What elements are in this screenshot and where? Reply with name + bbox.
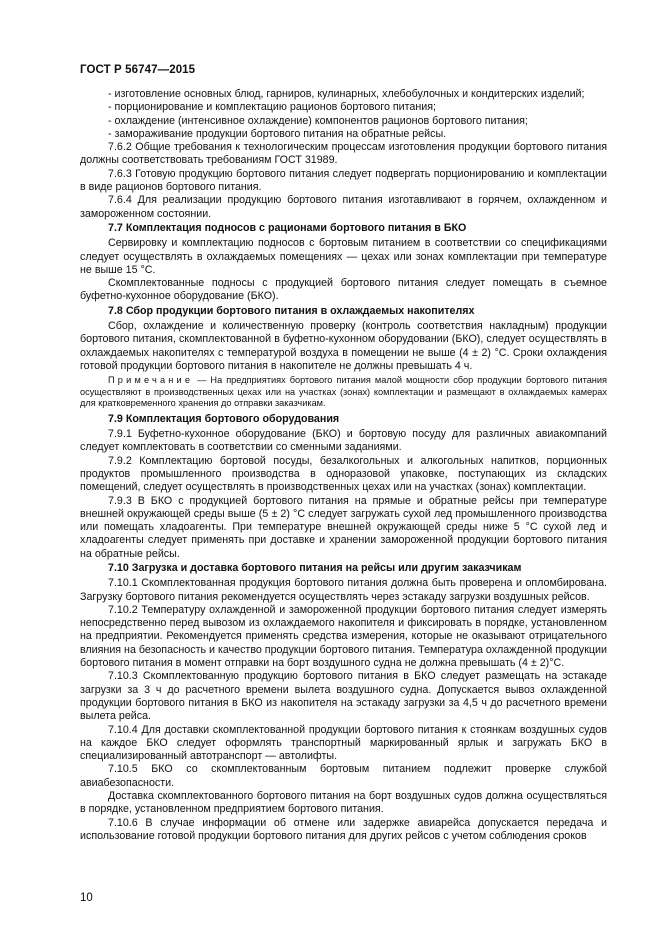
paragraph-7-7-a: Сервировку и комплектацию подносов с бортовым питанием в соответствии со спецификациями следует осуществлять в охлаждаемых помещениях — цехах или зонах комплектации при температуре не выше 15 °С. <box>80 237 607 276</box>
list-item: - порционирование и комплектацию рационов бортового питания; <box>108 101 436 114</box>
section-heading-7-9: 7.9 Комплектация бортового оборудования <box>108 412 340 425</box>
list-item: - охлаждение (интенсивное охлаждение) компонентов рационов бортового питания; <box>108 114 528 127</box>
standard-header: ГОСТ Р 56747—2015 <box>80 64 196 76</box>
paragraph-7-10-5: 7.10.5 БКО со скомплектованным бортовым питанием подлежит проверке службой авиабезопасности. <box>80 763 607 789</box>
paragraph-7-6-3: 7.6.3 Готовую продукцию бортового питания следует подвергать порционированию и комплектации в виде рационов бортового питания. <box>80 167 607 194</box>
page-number: 10 <box>80 892 93 904</box>
paragraph-7-9-3: 7.9.3 В БКО с продукцией бортового питания на прямые и обратные рейсы при температуре внешней окружающей среды выше (5 ± 2) °С следует загружать сухой лед промышленного производства или помещать хладоагенты. При температуре внешней окружающей среды ниже 5 °С сухой лед и хладоагенты следует применять при доставке и хранении замороженной продукции бортового питания на обратные рейсы. <box>80 494 607 560</box>
paragraph-7-10-3: 7.10.3 Скомплектованную продукцию бортового питания в БКО следует размещать на эстакаде загрузки за 3 ч до расчетного времени вылета воздушного судна. Допускается вывоз охлажденной продукции бортового питания в БКО из накопителя на эстакаду загрузки за 4,5 ч до расчетного времени вылета рейса. <box>80 670 607 723</box>
paragraph-7-6-4: 7.6.4 Для реализации продукцию бортового питания изготавливают в горячем, охлажденном и замороженном состоянии. <box>80 194 607 220</box>
section-heading-7-8: 7.8 Сбор продукции бортового питания в охлаждаемых накопителях <box>108 304 475 317</box>
note-text: — На предприятиях бортового питания малой мощности сбор продукции бортового питания осуществляют в производственных цехах или на участках (зонах) комплектации и размещают в охлаждаемых камерах для кратковременного хранения до отправки заказчикам. <box>80 375 607 409</box>
paragraph-7-8: Сбор, охлаждение и количественную проверку (контроль соответствия накладным) продукции бортового питания, скомплектованной в буфетно-кухонном оборудовании (БКО), следует осуществлять в охлаждаемых накопителях с температурой воздуха в помещении не выше (4 ± 2) °С. Сроки охлаждения готовой продукции бортового питания в накопителе не должны превышать 4 ч. <box>80 320 607 372</box>
paragraph-7-7-b: Скомплектованные подносы с продукцией бортового питания следует помещать в съемное буфетно-кухонное оборудование (БКО). <box>80 277 607 303</box>
paragraph-7-10-1: 7.10.1 Скомплектованная продукция бортового питания должна быть проверена и опломбирована. Загрузку бортового питания рекомендуется осуществлять через эстакаду загрузки воздушных рейсов. <box>80 577 607 603</box>
paragraph-7-10-4: 7.10.4 Для доставки скомплектованной продукции бортового питания к стоянкам воздушных судов на каждое БКО следует оформлять транспортный маркированный ярлык и загружать БКО в специализированный автотранспорт — автолифты. <box>80 723 607 763</box>
paragraph-7-9-2: 7.9.2 Комплектацию бортовой посуды, безалкогольных и алкогольных напитков, порционных продуктов промышленного производства в одноразовой упаковке, поступающих из складских помещений, следует осуществлять в производственных цехах или на участках (зонах) комплектации. <box>80 454 607 494</box>
paragraph-7-9-1: 7.9.1 Буфетно-кухонное оборудование (БКО) и бортовую посуду для различных авиакомпаний следует комплектовать в соответствии со сменными заданиями. <box>80 428 607 454</box>
paragraph-7-6-2: 7.6.2 Общие требования к технологическим процессам изготовления продукции бортового питания должны соответствовать требованиям ГОСТ 31989. <box>80 141 607 167</box>
note-7-8 <box>80 375 607 410</box>
paragraph-7-10-5b: Доставка скомплектованного бортового питания на борт воздушных судов должна осуществляться в порядке, установленном предприятием бортового питания. <box>80 790 607 816</box>
section-heading-7-10: 7.10 Загрузка и доставка бортового питания на рейсы или другим заказчикам <box>108 562 522 574</box>
section-heading-7-7: 7.7 Комплектация подносов с рационами бортового питания в БКО <box>108 221 467 234</box>
paragraph-7-10-6: 7.10.6 В случае информации об отмене или задержке авиарейса допускается передача и использование готовой продукции бортового питания для других рейсов с учетом соблюдения сроков <box>80 816 607 842</box>
list-item: - изготовление основных блюд, гарниров, кулинарных, хлебобулочных и кондитерских изделий; <box>108 88 585 100</box>
paragraph-7-10-2: 7.10.2 Температуру охлажденной и замороженной продукции бортового питания следует измерять непосредственно перед вывозом из охлаждаемого накопителя и фиксировать в порядке, установленном на предприятии. Рекомендуется применять средства измерения, которые не оказывают отрицательного влияния на безопасность и качество продукции бортового питания. Температура охлажденной продукции бортового питания в момент отправки на борт воздушного судна не должна превышать (4 ± 2)°С. <box>80 603 607 670</box>
note-label: Примечание <box>108 375 194 386</box>
document-body <box>80 88 607 843</box>
list-item: - замораживание продукции бортового питания на обратные рейсы. <box>108 127 447 140</box>
